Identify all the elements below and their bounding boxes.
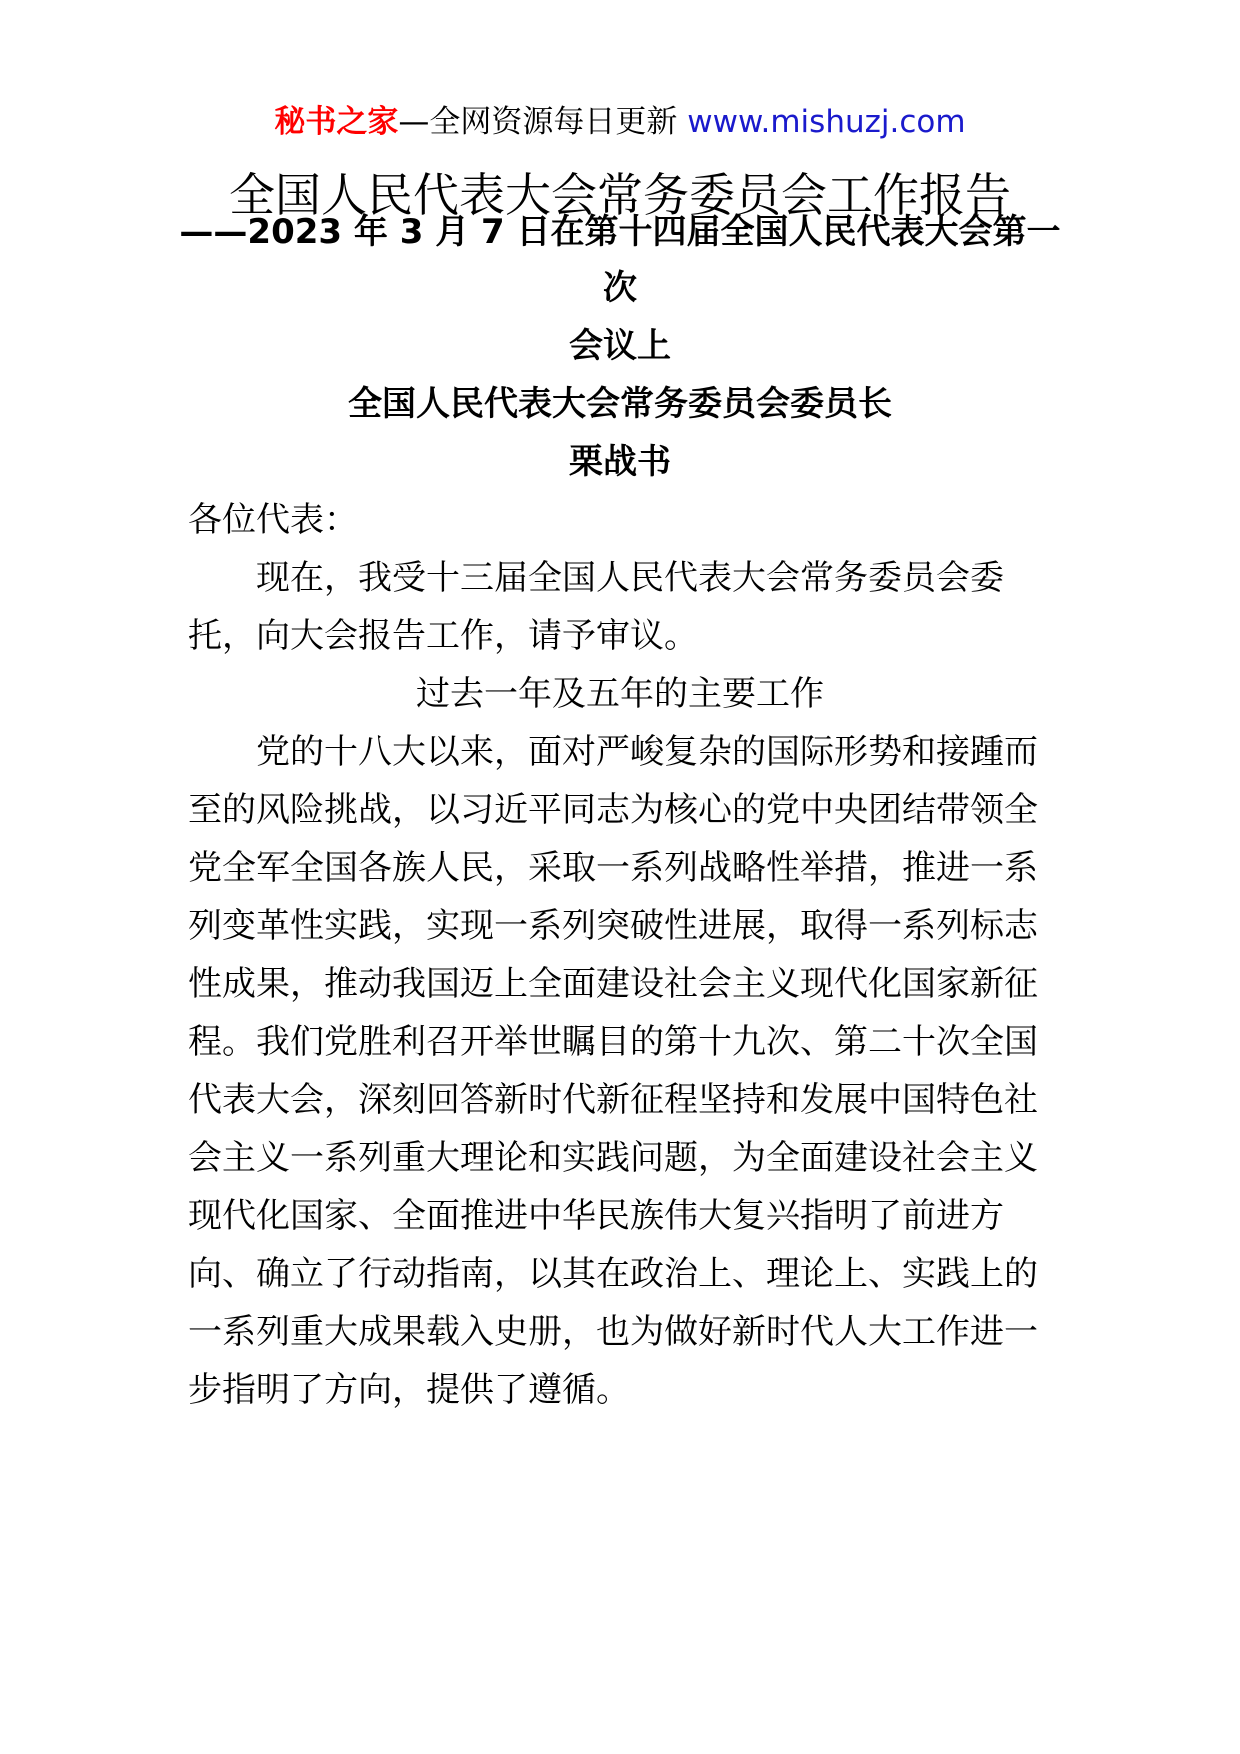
speaker-title: 全国人民代表大会常务委员会委员长 [348,384,892,424]
intro-line: 托，向大会报告工作，请予审议。 [188,616,698,656]
paragraph-line: 列变革性实践，实现一系列突破性进展，取得一系列标志 [188,906,1038,946]
salutation: 各位代表： [188,500,358,540]
site-brand: 秘书之家 [274,104,399,140]
paragraph-line: 性成果，推动我国迈上全面建设社会主义现代化国家新征 [188,964,1038,1004]
paragraph-line: 程。我们党胜利召开举世瞩目的第十九次、第二十次全国 [188,1022,1038,1062]
site-header [0,100,1240,144]
paragraph-line: 现代化国家、全面推进中华民族伟大复兴指明了前进方 [188,1196,1004,1236]
subtitle-line: ——2023 年 3 月 7 日在第十四届全国人民代表大会第一 [179,212,1061,252]
paragraph-line: 会主义一系列重大理论和实践问题，为全面建设社会主义 [188,1138,1038,1178]
paragraph-line: 至的风险挑战，以习近平同志为核心的党中央团结带领全 [188,790,1038,830]
section-heading: 过去一年及五年的主要工作 [416,674,824,714]
site-tagline: —全网资源每日更新 [398,104,688,140]
paragraph-line: 党的十八大以来，面对严峻复杂的国际形势和接踵而 [256,732,1038,772]
document-title: 全国人民代表大会常务委员会工作报告 [229,168,1011,222]
intro-line: 现在，我受十三届全国人民代表大会常务委员会委 [256,558,1004,598]
speaker-name: 栗战书 [569,442,671,482]
site-url-link[interactable]: www.mishuzj.com [687,104,966,140]
paragraph-line: 一系列重大成果载入史册，也为做好新时代人大工作进一 [188,1312,1038,1352]
paragraph-line: 步指明了方向，提供了遵循。 [188,1370,630,1410]
subtitle-line: 会议上 [569,326,671,366]
paragraph-line: 向、确立了行动指南，以其在政治上、理论上、实践上的 [188,1254,1038,1294]
paragraph-line: 代表大会，深刻回答新时代新征程坚持和发展中国特色社 [188,1080,1038,1120]
subtitle-line: 次 [603,268,637,308]
paragraph-line: 党全军全国各族人民，采取一系列战略性举措，推进一系 [188,848,1038,888]
